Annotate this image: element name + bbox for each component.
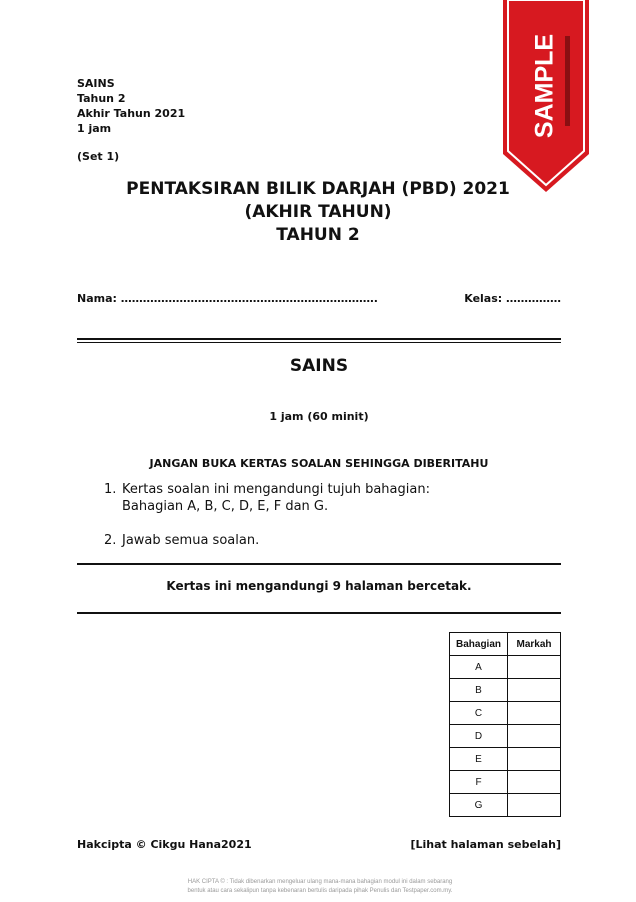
marks-cell[interactable] bbox=[508, 702, 561, 725]
instruction-text: Kertas soalan ini mengandungi tujuh bahagian: bbox=[122, 482, 430, 497]
table-row bbox=[450, 725, 561, 748]
marks-cell[interactable] bbox=[508, 794, 561, 817]
title-line-1: PENTAKSIRAN BILIK DARJAH (PBD) 2021 bbox=[126, 179, 510, 199]
copyright-line: HAK CIPTA © : Tidak dibenarkan mengeluar ulang mana-mana bahagian modul ini dalam sebarang bbox=[187, 879, 453, 885]
marks-cell[interactable] bbox=[508, 725, 561, 748]
section-cell: C bbox=[450, 702, 508, 725]
header-duration: 1 jam bbox=[77, 122, 112, 135]
instruction-number: 2. bbox=[104, 533, 117, 548]
instruction-number: 1. bbox=[104, 482, 117, 497]
divider bbox=[77, 338, 561, 343]
title-line-2: (AKHIR TAHUN) bbox=[244, 202, 392, 222]
title-line-3: TAHUN 2 bbox=[276, 225, 360, 245]
table-row bbox=[450, 702, 561, 725]
marks-cell[interactable] bbox=[508, 748, 561, 771]
instructions-list bbox=[104, 481, 430, 549]
column-header: Bahagian bbox=[450, 633, 508, 656]
section-cell: E bbox=[450, 748, 508, 771]
sample-stamp-icon bbox=[503, 0, 589, 192]
name-field[interactable]: Nama: ……………………………………………………………. bbox=[77, 292, 378, 305]
header-term: Akhir Tahun 2021 bbox=[77, 107, 186, 120]
sample-ribbon bbox=[503, 0, 589, 192]
header-meta bbox=[77, 76, 185, 164]
copyright-line: bentuk atau cara sekalipun tanpa kebenaran bertulis daripada pihak Penulis dan Testpaper.com.my. bbox=[187, 888, 453, 894]
header-subject: SAINS bbox=[77, 77, 115, 90]
marks-cell[interactable] bbox=[508, 656, 561, 679]
exam-title bbox=[100, 178, 536, 247]
table-row bbox=[450, 656, 561, 679]
header-year: Tahun 2 bbox=[77, 92, 126, 105]
pages-note: Kertas ini mengandungi 9 halaman bercetak. bbox=[166, 579, 472, 593]
table-row bbox=[450, 679, 561, 702]
table-row bbox=[450, 771, 561, 794]
class-field[interactable]: Kelas: …………… bbox=[464, 292, 561, 305]
paper-warning: JANGAN BUKA KERTAS SOALAN SEHINGGA DIBERITAHU bbox=[149, 457, 489, 470]
instruction-item bbox=[104, 481, 430, 515]
header-set: (Set 1) bbox=[77, 150, 120, 163]
instruction-item bbox=[104, 532, 430, 549]
marks-table bbox=[449, 632, 561, 817]
paper-duration: 1 jam (60 minit) bbox=[269, 410, 369, 423]
table-row bbox=[450, 748, 561, 771]
footer-next-page: [Lihat halaman sebelah] bbox=[410, 838, 561, 851]
divider bbox=[77, 612, 561, 614]
section-cell: A bbox=[450, 656, 508, 679]
copyright-notice bbox=[120, 878, 520, 896]
paper-subject: SAINS bbox=[289, 356, 349, 376]
section-cell: F bbox=[450, 771, 508, 794]
section-cell: D bbox=[450, 725, 508, 748]
marks-cell[interactable] bbox=[508, 771, 561, 794]
instruction-text: Bahagian A, B, C, D, E, F dan G. bbox=[122, 499, 329, 514]
divider bbox=[77, 563, 561, 565]
table-row bbox=[450, 794, 561, 817]
marks-cell[interactable] bbox=[508, 679, 561, 702]
sample-stamp-text: SAMPLE bbox=[530, 33, 559, 139]
section-cell: G bbox=[450, 794, 508, 817]
section-cell: B bbox=[450, 679, 508, 702]
table-header-row bbox=[450, 633, 561, 656]
instruction-text: Jawab semua soalan. bbox=[122, 533, 260, 548]
column-header: Markah bbox=[508, 633, 561, 656]
student-info-row bbox=[77, 292, 561, 305]
footer-copyright: Hakcipta © Cikgu Hana2021 bbox=[77, 838, 252, 851]
